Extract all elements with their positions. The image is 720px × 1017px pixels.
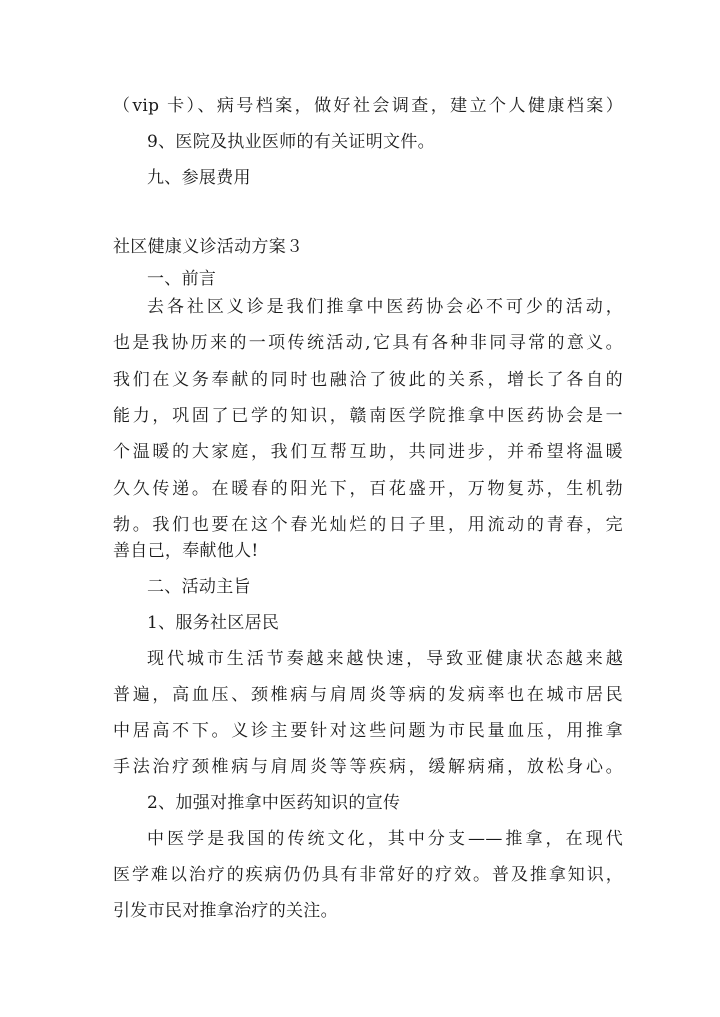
subsection-heading: 1、服务社区居民 (147, 613, 280, 633)
text-line: 中医学是我国的传统文化，其中分支——推拿，在现代 (147, 829, 623, 849)
text-line: 9、医院及执业医师的有关证明文件。 (147, 132, 435, 152)
section-heading: 九、参展费用 (147, 168, 251, 188)
subsection-heading: 2、加强对推拿中医药知识的宣传 (147, 793, 401, 813)
text-line: 引发市民对推拿治疗的关注。 (113, 901, 338, 921)
section-heading: 一、前言 (147, 269, 217, 289)
text-line: 去各社区义诊是我们推拿中医药协会必不可少的活动， (147, 297, 623, 317)
text-line: 也是我协历来的一项传统活动,它具有各种非同寻常的意义。 (113, 333, 623, 353)
text-line: 善自己，奉献他人! (113, 541, 259, 561)
section-heading: 二、活动主旨 (147, 577, 251, 597)
text-line: 我们在义务奉献的同时也融洽了彼此的关系，增长了各自的 (113, 370, 623, 390)
text-line: 医学难以治疗的疾病仍仍具有非常好的疗效。普及推拿知识， (113, 865, 623, 885)
text-line: （vip 卡）、病号档案，做好社会调查，建立个人健康档案） (113, 96, 623, 116)
document-title: 社区健康义诊活动方案３ (113, 237, 304, 257)
text-line: 个温暖的大家庭，我们互帮互助，共同进步，并希望将温暖 (113, 442, 623, 462)
text-line: 中居高不下。义诊主要针对这些问题为市民量血压，用推拿 (113, 721, 623, 741)
text-line: 久久传递。在暖春的阳光下，百花盛开，万物复苏，生机勃 (113, 479, 623, 499)
text-line: 现代城市生活节奏越来越快速，导致亚健康状态越来越 (147, 649, 623, 669)
text-line: 能力，巩固了已学的知识，赣南医学院推拿中医药协会是一 (113, 406, 623, 426)
text-line: 普遍，高血压、颈椎病与肩周炎等病的发病率也在城市居民 (113, 685, 623, 705)
text-line: 勃。我们也要在这个春光灿烂的日子里，用流动的青春，完 (113, 515, 623, 535)
text-line: 手法治疗颈椎病与肩周炎等等疾病，缓解病痛，放松身心。 (113, 757, 623, 777)
